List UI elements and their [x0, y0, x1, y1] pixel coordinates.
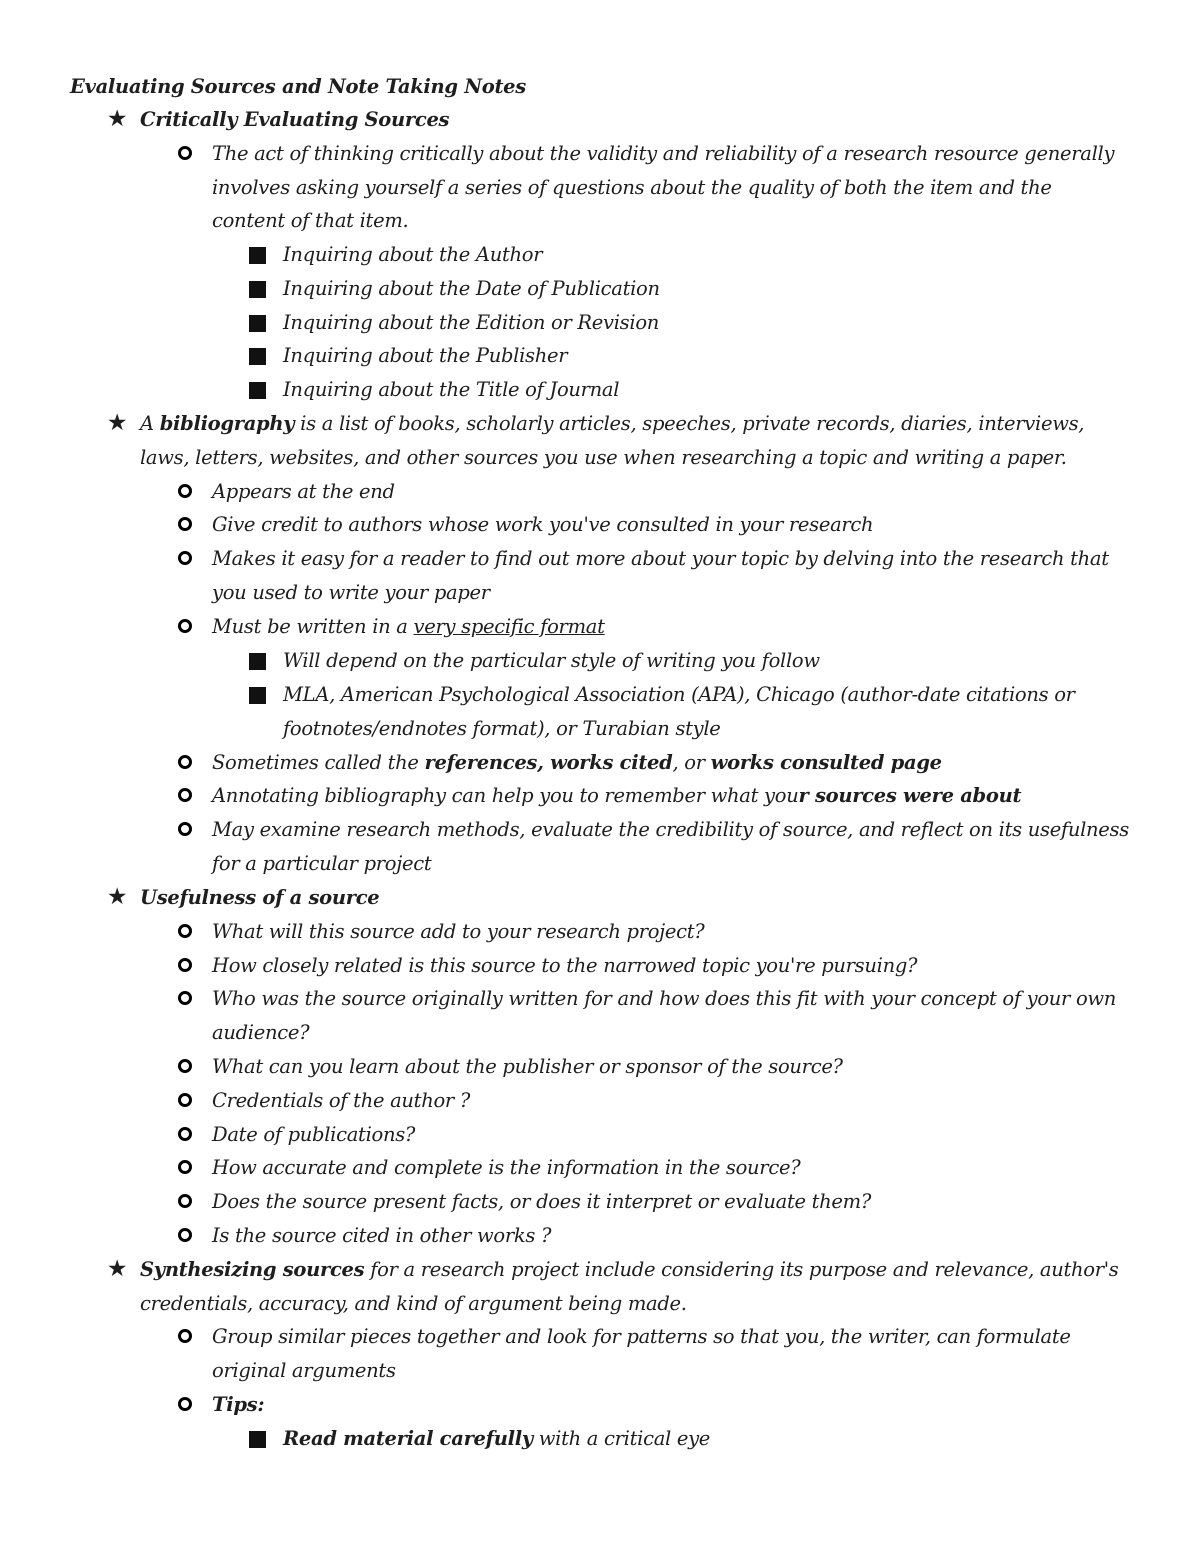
or-text: , or — [672, 751, 711, 774]
section-heading-critically-evaluating — [0, 103, 1130, 137]
circle-bullet-icon — [178, 1329, 192, 1343]
circle-bullet-icon — [178, 551, 192, 565]
item-text: Will depend on the particular style of writing you follow — [283, 649, 820, 672]
circle-bullet-icon — [178, 1160, 192, 1174]
item-text: Credentials of the author ? — [212, 1089, 470, 1112]
square-bullet-icon — [249, 382, 266, 399]
square-bullet-icon — [249, 315, 266, 332]
list-item — [0, 813, 1130, 880]
list-item — [0, 1151, 1130, 1185]
item-text: Is the source cited in other works ? — [212, 1224, 552, 1247]
bold-text: r sources were about — [798, 784, 1022, 807]
item-text: Who was the source originally written for and how does this fit with your concept of your own audience? — [212, 987, 1117, 1044]
item-text: Annotating bibliography can help you to remember what you — [212, 784, 799, 807]
synthesizing-term: Synthesizing sources — [140, 1258, 365, 1281]
list-item — [0, 272, 1130, 306]
item-text: Give credit to authors whose work you've consulted in your research — [212, 513, 874, 536]
square-bullet-icon — [249, 348, 266, 365]
star-bullet-icon: ★ — [106, 884, 128, 910]
item-text: Does the source present facts, or does it interpret or evaluate them? — [212, 1190, 872, 1213]
bold-text: Read material carefully — [283, 1427, 533, 1450]
list-item — [0, 1118, 1130, 1152]
comma-text: , — [537, 751, 551, 774]
square-bullet-icon — [249, 247, 266, 264]
circle-bullet-icon — [178, 1059, 192, 1073]
circle-bullet-icon — [178, 958, 192, 972]
item-text: Must be written in a — [212, 615, 414, 638]
star-bullet-icon: ★ — [106, 1256, 128, 1282]
item-text: How accurate and complete is the information in the source? — [212, 1156, 801, 1179]
term-works-cited: works cited — [550, 751, 673, 774]
definition-text: is a list of books, scholarly articles, speeches, private records, diaries, interviews, laws, letters, websites, and other sources you use when researching a topic and writing a paper. — [140, 412, 1085, 469]
item-text: Inquiring about the Author — [283, 243, 543, 266]
star-bullet-icon: ★ — [106, 106, 128, 132]
circle-bullet-icon — [178, 788, 192, 802]
circle-bullet-icon — [178, 146, 192, 160]
term-references: references — [424, 751, 538, 774]
list-item — [0, 746, 1130, 780]
section-heading-usefulness — [0, 881, 1130, 915]
list-item — [0, 779, 1130, 813]
square-bullet-icon — [249, 687, 266, 704]
section-bibliography — [0, 407, 1130, 474]
item-text: May examine research methods, evaluate the credibility of source, and reflect on its usefulness for a particular project — [212, 818, 1129, 875]
circle-bullet-icon — [178, 1127, 192, 1141]
list-item — [0, 1219, 1130, 1253]
circle-bullet-icon — [178, 1397, 192, 1411]
underlined-text: very specific format — [413, 615, 605, 638]
item-text: The act of thinking critically about the validity and reliability of a research resource generally involves asking yourself a series of questions about the quality of both the item and the content of that item. — [212, 142, 1115, 233]
item-text: Inquiring about the Publisher — [283, 344, 568, 367]
list-item — [0, 508, 1130, 542]
bibliography-term: bibliography — [159, 412, 295, 435]
star-bullet-icon: ★ — [106, 410, 128, 436]
circle-bullet-icon — [178, 1194, 192, 1208]
item-text: What can you learn about the publisher or sponsor of the source? — [212, 1055, 843, 1078]
term-works-consulted: works consulted page — [710, 751, 942, 774]
item-text: Group similar pieces together and look for patterns so that you, the writer, can formulate original arguments — [212, 1325, 1071, 1382]
item-text: with a critical eye — [532, 1427, 711, 1450]
circle-bullet-icon — [178, 484, 192, 498]
item-text: Appears at the end — [212, 480, 395, 503]
list-item — [0, 915, 1130, 949]
list-item — [0, 306, 1130, 340]
circle-bullet-icon — [178, 822, 192, 836]
list-item — [0, 678, 1130, 745]
item-text: How closely related is this source to the narrowed topic you're pursuing? — [212, 954, 918, 977]
section-synthesizing — [0, 1253, 1130, 1320]
list-item — [0, 1320, 1130, 1387]
list-item — [0, 137, 1130, 238]
item-text: Inquiring about the Edition or Revision — [283, 311, 660, 334]
circle-bullet-icon — [178, 1228, 192, 1242]
circle-bullet-icon — [178, 1093, 192, 1107]
item-text: Date of publications? — [212, 1123, 416, 1146]
list-item — [0, 373, 1130, 407]
heading-text: Usefulness of a source — [140, 886, 380, 909]
list-item — [0, 238, 1130, 272]
list-item — [0, 1185, 1130, 1219]
circle-bullet-icon — [178, 619, 192, 633]
list-item — [0, 982, 1130, 1049]
item-text: Tips: — [212, 1393, 265, 1416]
item-text: Makes it easy for a reader to find out more about your topic by delving into the research that you used to write your paper — [212, 547, 1109, 604]
square-bullet-icon — [249, 1431, 266, 1448]
list-item — [0, 949, 1130, 983]
list-item — [0, 610, 1130, 644]
square-bullet-icon — [249, 653, 266, 670]
item-text: Sometimes called the — [212, 751, 425, 774]
list-item — [0, 1422, 1130, 1456]
list-item — [0, 644, 1130, 678]
list-item — [0, 339, 1130, 373]
circle-bullet-icon — [178, 755, 192, 769]
lead-text: A — [140, 412, 160, 435]
item-text: What will this source add to your research project? — [212, 920, 705, 943]
list-item — [0, 1084, 1130, 1118]
list-item — [0, 1050, 1130, 1084]
circle-bullet-icon — [178, 517, 192, 531]
item-text: Inquiring about the Date of Publication — [283, 277, 660, 300]
list-item — [0, 542, 1130, 609]
list-item — [0, 475, 1130, 509]
circle-bullet-icon — [178, 991, 192, 1005]
square-bullet-icon — [249, 281, 266, 298]
heading-text: Critically Evaluating Sources — [140, 108, 450, 131]
definition-text: for a research project include considering its purpose and relevance, author's credentials, accuracy, and kind of argument being made. — [140, 1258, 1119, 1315]
document-title: Evaluating Sources and Note Taking Notes — [70, 75, 526, 98]
item-text: Inquiring about the Title of Journal — [283, 378, 620, 401]
item-text: MLA, American Psychological Association (APA), Chicago (author-date citations or footnotes/endnotes format), or Turabian style — [283, 683, 1075, 740]
list-item — [0, 1388, 1130, 1422]
circle-bullet-icon — [178, 924, 192, 938]
